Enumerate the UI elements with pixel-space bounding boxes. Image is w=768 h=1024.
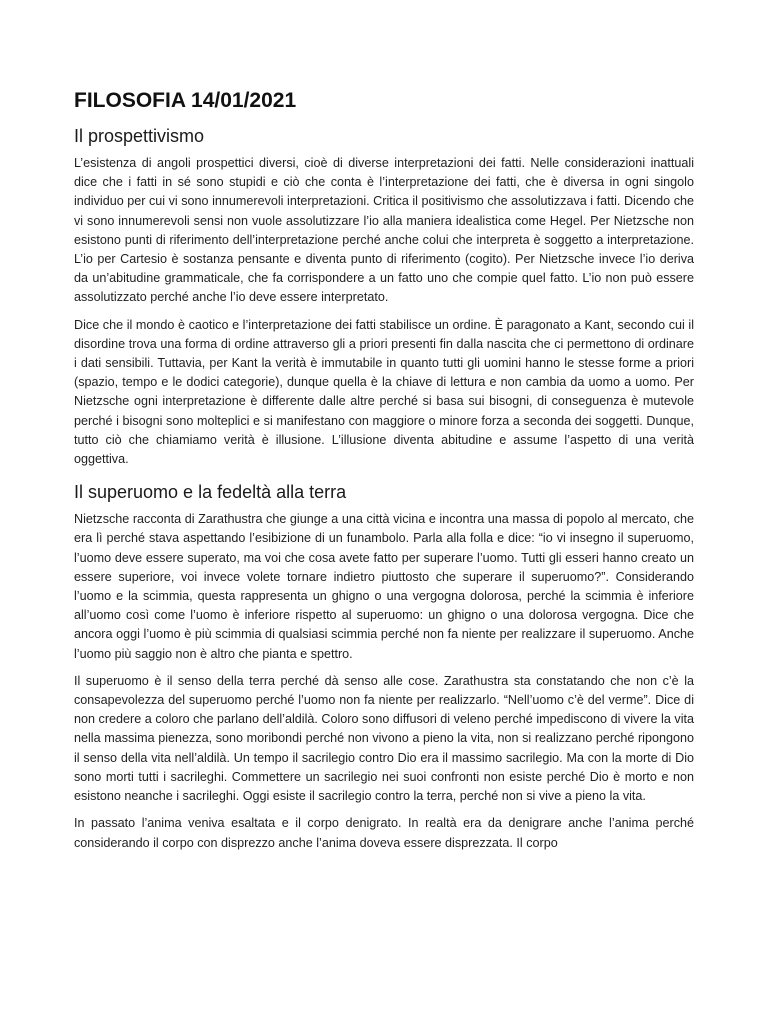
- paragraph: In passato l’anima veniva esaltata e il corpo denigrato. In realtà era da denigrare anche l’anima perché considerando il corpo con disprezzo anche l’anima doveva essere disprezzata. Il corpo: [74, 816, 694, 850]
- document-title: FILOSOFIA 14/01/2021: [74, 89, 297, 112]
- paragraph: Il superuomo è il senso della terra perché dà senso alle cose. Zarathustra sta constatando che non c’è la consapevolezza del superuomo perché l’uomo non fa niente per realizzarlo. “Nell’uomo c’è del verme”. Dice di non credere a coloro che parlano dell’aldilà. Coloro sono diffusori di veleno perché impediscono di vivere la vita nella massima pienezza, sono moribondi perché non vivono a pieno la vita, non si realizzano perché ripongono il senso della vita nell’aldilà. Un tempo il sacrilegio contro Dio era il massimo sacrilegio. Ma con la morte di Dio sono morti tutti i sacrileghi. Commettere un sacrilegio nei suoi confronti non esiste perché Dio è morto e non esistono neanche i sacrileghi. Oggi esiste il sacrilegio contro la terra, perché non si vive a pieno la vita.: [74, 673, 694, 804]
- section-heading: Il prospettivismo: [74, 126, 205, 146]
- document-page: [74, 86, 694, 853]
- paragraph: Dice che il mondo è caotico e l’interpretazione dei fatti stabilisce un ordine. È paragonato a Kant, secondo cui il disordine trova una forma di ordine attraverso gli a priori presenti fin dalla nascita che ci permettono di ordinare i dati sensibili. Tuttavia, per Kant la verità è immutabile in quanto tutti gli uomini hanno le stesse forme a priori (spazio, tempo e le dodici categorie), dunque quella è la chiave di lettura e non cambia da uomo a uomo. Per Nietzsche ogni interpretazione è differente dalle altre perché si basa sui bisogni, di conseguenza è mutevole perché i bisogni sono molteplici e si manifestano con maggiore o minore forza a seconda dei soggetti. Dunque, tutto ciò che chiamiamo verità è illusione. L’illusione diventa abitudine e assume l’aspetto di una verità oggettiva.: [74, 317, 694, 467]
- section-superuomo: [74, 479, 694, 852]
- paragraph: L’esistenza di angoli prospettici diversi, cioè di diverse interpretazioni dei fatti. Nelle considerazioni inattuali dice che i fatti in sé sono stupidi e ciò che conta è l’interpretazione dei fatti, che è diversa in ogni singolo individuo per cui vi sono innumerevoli interpretazioni. Critica il positivismo che assolutizzava i fatti. Dicendo che vi sono innumerevoli sensi non vuole assolutizzare l’io alla maniera idealistica come Hegel. Per Nietzsche non esistono punti di riferimento dell’interpretazione perché anche colui che interpreta è soggetto a interpretazione. L’io per Cartesio è sostanza pensante e diventa punto di riferimento (cogito). Per Nietzsche invece l’io deriva da un’abitudine grammaticale, che fa corrispondere a un fatto uno che compie quel fatto. L’io non può essere assolutizzato perché anche l’io deve essere interpretato.: [74, 156, 694, 305]
- section-prospettivismo: [74, 123, 694, 469]
- section-heading: Il superuomo e la fedeltà alla terra: [74, 482, 347, 503]
- paragraph: Nietzsche racconta di Zarathustra che giunge a una città vicina e incontra una massa di popolo al mercato, che era lì perché stava aspettando l’esibizione di un funambolo. Parla alla folla e dice: “io vi insegno il superuomo, l’uomo deve essere superato, ma voi che cosa avete fatto per superare l’uomo. Tutti gli esseri hanno creato un essere superiore, voi invece volete tornare indietro piuttosto che superare il superuomo?”. Considerando l’uomo e la scimmia, questa rappresenta un ghigno o una vergogna dolorosa, perché la scimmia è inferiore all’uomo così come l’uomo è inferiore rispetto al superuomo: un ghigno o una dolorosa vergogna. Dice che ancora oggi l’uomo è più scimmia di qualsiasi scimmia perché non fa niente per realizzare il superuomo. Anche l’uomo più saggio non è altro che pianta e spettro.: [74, 512, 694, 661]
